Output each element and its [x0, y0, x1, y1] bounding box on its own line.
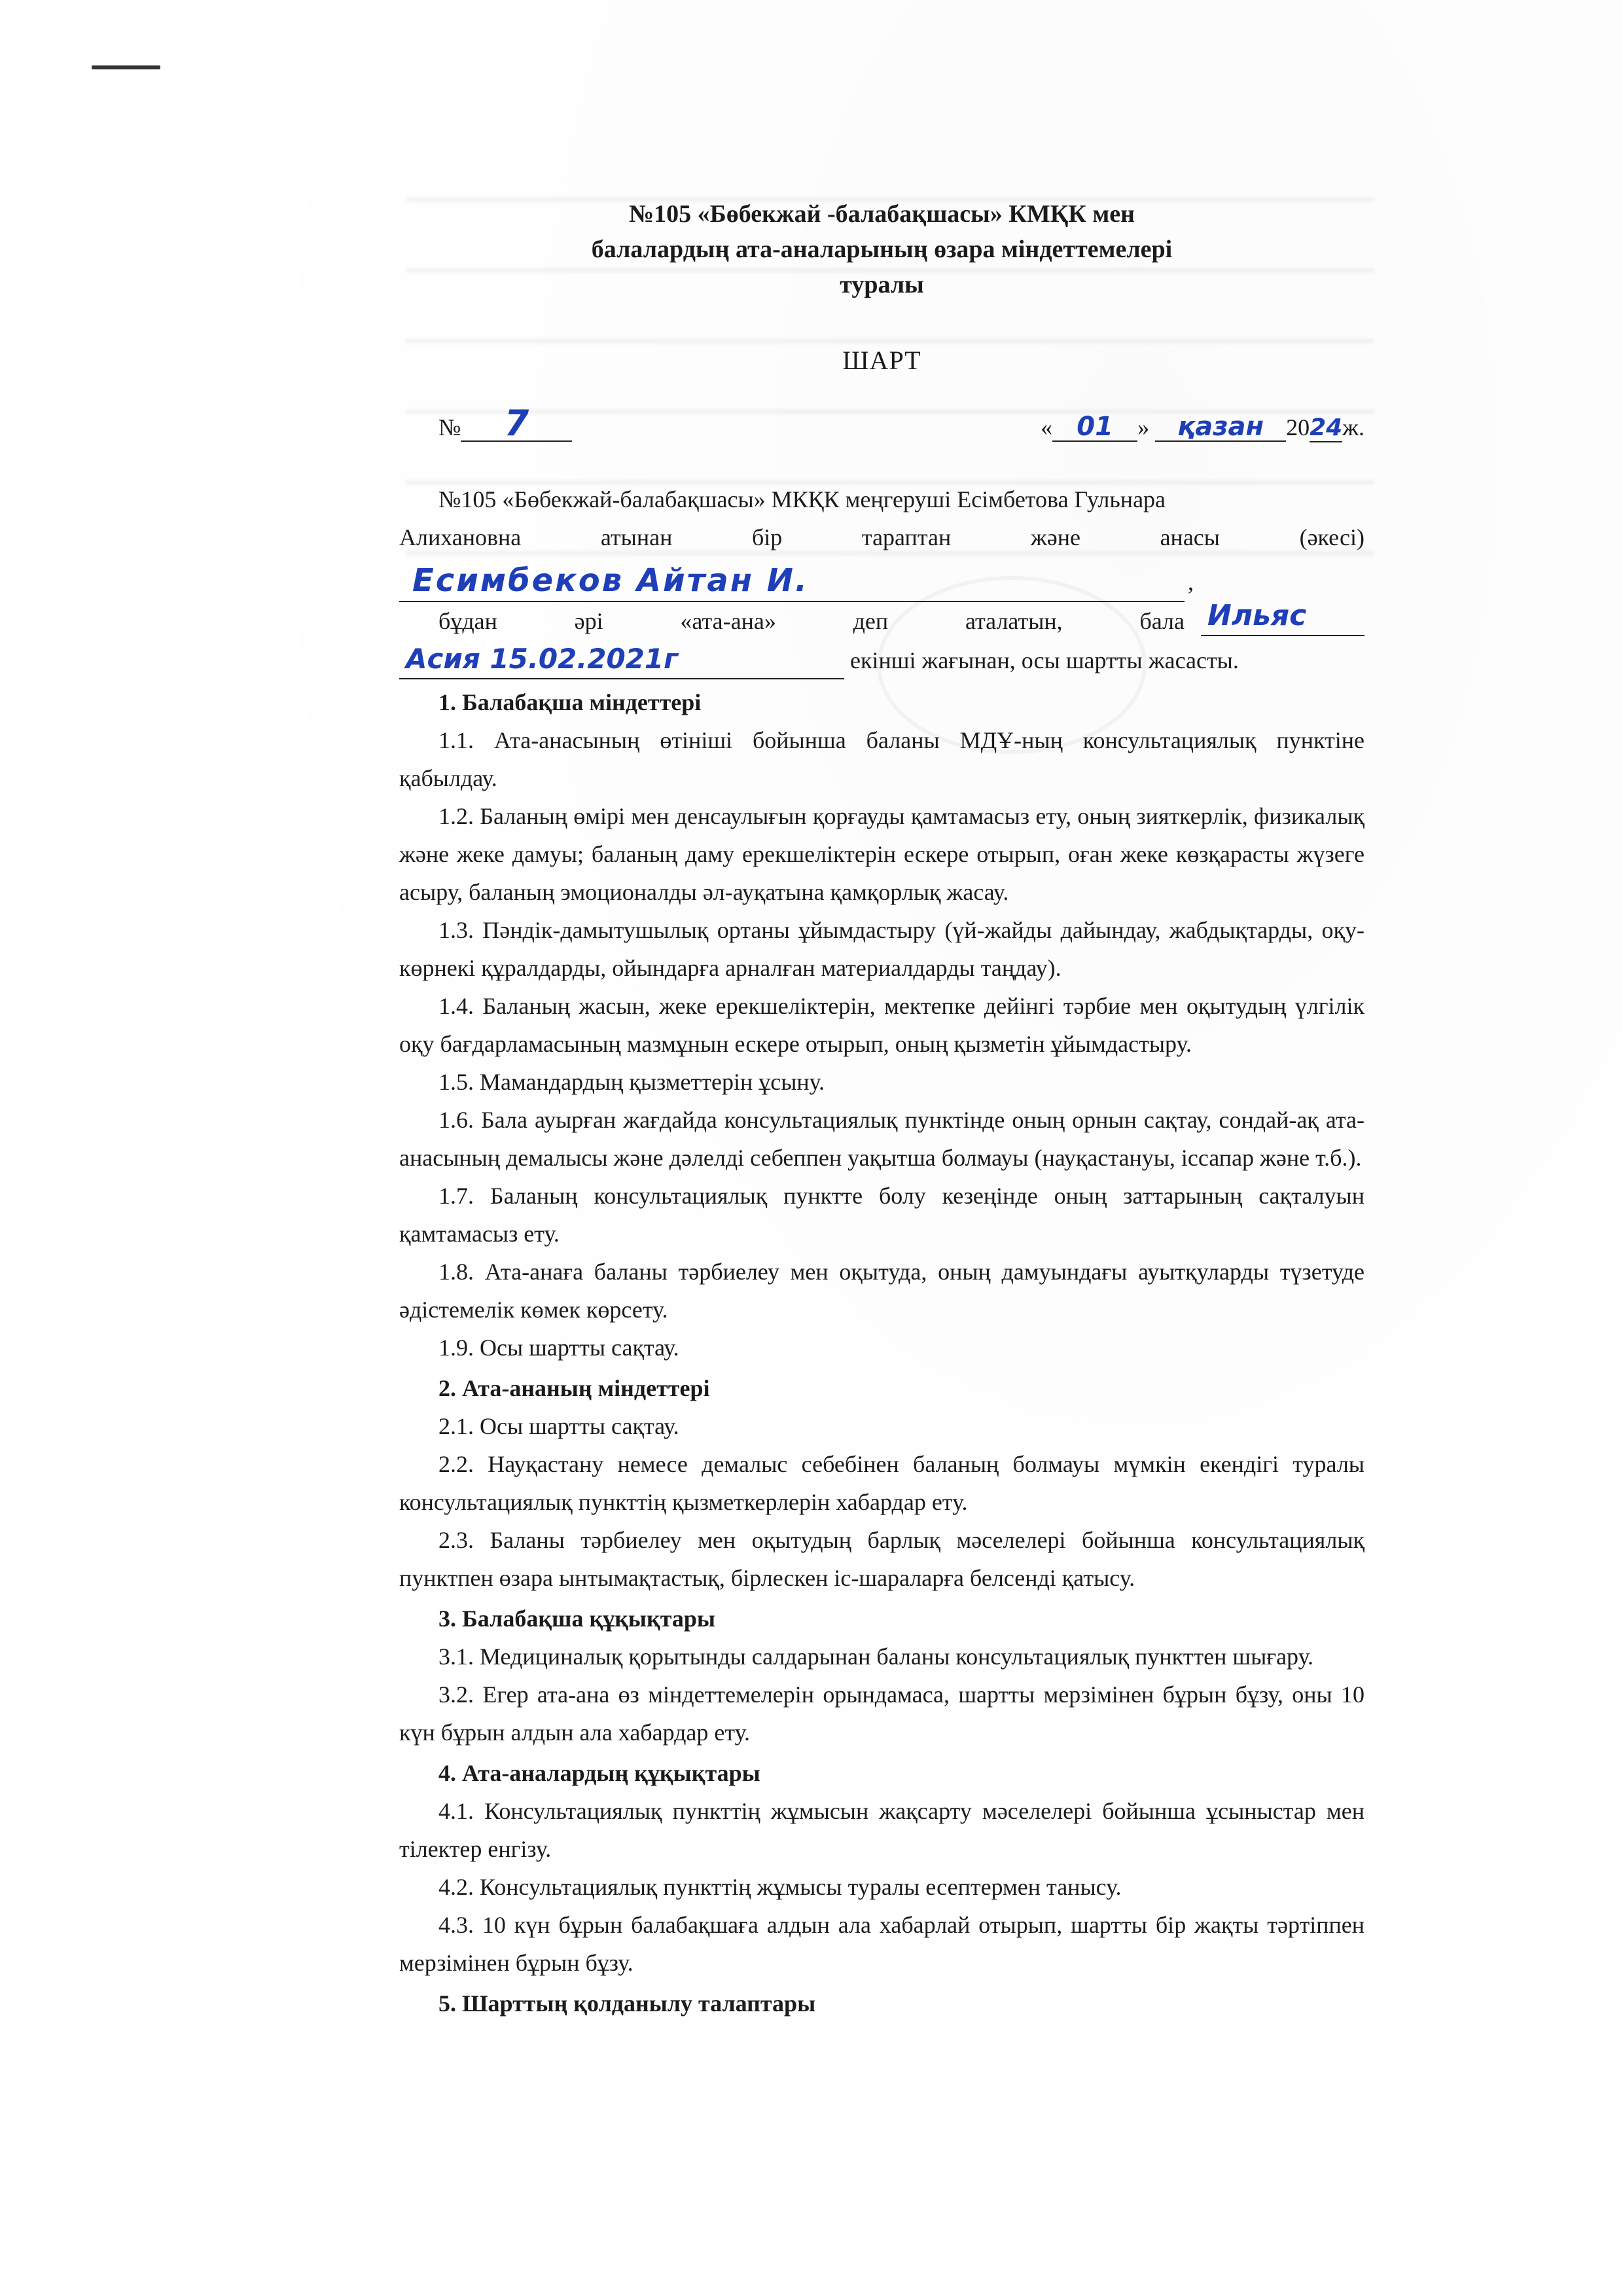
date-day: 01 [1077, 412, 1113, 442]
party-closing: екінші жағынан, осы шартты жасасты. [850, 647, 1239, 673]
contract-sections [399, 683, 1364, 2022]
section-item: 1.1. Ата-анасының өтініші бойынша баланы МДҰ-ның консультациялық пунктіне қабылдау. [399, 727, 1364, 791]
section-item: 1.5. Мамандардың қызметтерін ұсыну. [438, 1069, 825, 1095]
section-item: 1.4. Баланың жасын, жеке ерекшеліктерін, мектепке дейінгі тәрбие мен оқытудың үлгілік оқу бағдарламасының мазмұнын ескере отырып, оның қызметін ұйымдастыру. [399, 993, 1364, 1057]
document-title [399, 196, 1364, 302]
child-name: Ильяс [1207, 599, 1307, 632]
section-heading: 1. Балабақша міндеттері [438, 689, 702, 715]
contract-date [1041, 408, 1364, 446]
child-dob: Асия 15.02.2021г [406, 643, 679, 675]
contract-number [438, 403, 572, 446]
child-dob-row [399, 641, 1364, 681]
title-line-3: туралы [840, 271, 924, 298]
section-item: 1.8. Ата-анаға баланы тәрбиелеу мен оқытуда, оның дамуындағы ауытқуларды түзетуде әдістемелік көмек көрсету. [399, 1259, 1364, 1323]
date-open-quote: « [1041, 414, 1053, 440]
section-item: 2.2. Науқастану немесе демалыс себебінен баланың болмауы мүмкін екендігі туралы консультациялық пункттің қызметкерлерін хабардар ету. [399, 1451, 1364, 1515]
party-intro-line-1: №105 «Бөбекжай-балабақшасы» МКҚК меңгеруші Есімбетова Гульнара [438, 486, 1166, 512]
year-blank [1310, 414, 1342, 442]
number-blank [461, 403, 572, 444]
number-value: 7 [504, 403, 529, 444]
party-intro-line-2: Алихановна атынан бір тараптан және анасы (әкесі) [399, 524, 1364, 550]
section-heading: 4. Ата-аналардың құқықтары [438, 1760, 760, 1786]
parent-name-blank [399, 558, 1185, 602]
title-line-2: балалардың ата-аналарының өзара міндеттемелері [591, 236, 1173, 263]
child-name-blank [1201, 599, 1364, 636]
section-item: 4.2. Консультациялық пункттің жұмысы туралы есептермен танысу. [438, 1874, 1122, 1900]
date-month: қазан [1177, 412, 1264, 442]
section-heading: 2. Ата-ананың міндеттері [438, 1375, 710, 1401]
year-prefix: 20 [1286, 414, 1310, 440]
section-item: 1.2. Баланың өмірі мен денсаулығын қорғауды қамтамасыз ету, оның зияткерлік, физикалық және жеке дамуы; баланың даму ерекшеліктерін ескере отырып, оған жеке көзқарасты жүзеге асыру, баланың эмоционалды әл-ауқатына қамқорлық жасау. [399, 803, 1364, 905]
section-item: 2.3. Баланы тәрбиелеу мен оқытудың барлық мәселелері бойынша консультациялық пунктпен өзара ынтымақтастық, бірлескен іс-шараларға белсенді қатысу. [399, 1527, 1364, 1591]
section-item: 1.9. Осы шартты сақтау. [438, 1335, 679, 1361]
year-suffix: 24 [1310, 414, 1343, 441]
section-item: 2.1. Осы шартты сақтау. [438, 1413, 679, 1439]
section-item: 3.2. Егер ата-ана өз міндеттемелерін орындамаса, шартты мерзімінен бұрын бұзу, оны 10 күн бұрын алдын ала хабардар ету. [399, 1681, 1364, 1746]
month-blank [1155, 414, 1286, 442]
called-as-text: бұдан әрі «ата-ана» деп аталатын, бала [438, 608, 1185, 634]
section-item: 1.3. Пәндік-дамытушылық ортаны ұйымдастыру (үй-жайды дайындау, жабдықтарды, оқу-көрнекі құралдарды, ойындарға арналған материалдарды таңдау). [399, 917, 1364, 981]
section-heading: 3. Балабақша құқықтары [438, 1605, 716, 1632]
parent-name-row [399, 556, 1364, 602]
day-blank [1052, 414, 1137, 442]
section-item: 4.1. Консультациялық пункттің жұмысын жақсарту мәселелері бойынша ұсыныстар мен тілектер енгізу. [399, 1798, 1364, 1862]
document-body [399, 196, 1364, 2022]
parent-name: Есимбеков Айтан И. [412, 562, 810, 599]
number-date-row [399, 402, 1364, 454]
section-item: 3.1. Медициналық қорытынды салдарынан баланы консультациялық пункттен шығару. [438, 1643, 1313, 1670]
title-line-1: №105 «Бөбекжай -балабақшасы» КМҚК мен [628, 200, 1135, 228]
date-suffix: ж. [1342, 414, 1364, 440]
section-heading: 5. Шарттың қолданылу талаптары [438, 1990, 816, 2017]
section-item: 4.3. 10 күн бұрын балабақшаға алдын ала хабарлай отырып, шартты бір жақты тәртіппен мерзімінен бұрын бұзу. [399, 1912, 1364, 1976]
child-dob-blank [399, 643, 844, 679]
document-type: ШАРТ [842, 346, 921, 375]
section-item: 1.6. Бала ауырған жағдайда консультациялық пунктінде оның орнын сақтау, сондай-ақ ата-анасының демалысы және дәлелді себеппен уақытша болмауы (науқастануы, іссапар және т.б.). [399, 1107, 1364, 1171]
number-prefix: № [438, 414, 461, 440]
section-item: 1.7. Баланың консультациялық пунктте болу кезеңінде оның заттарының сақталуын қамтамасыз ету. [399, 1183, 1364, 1247]
parent-name-comma: , [1188, 569, 1194, 595]
child-name-row [399, 599, 1364, 641]
corner-mark [92, 65, 160, 69]
date-close-quote: » [1137, 414, 1150, 440]
